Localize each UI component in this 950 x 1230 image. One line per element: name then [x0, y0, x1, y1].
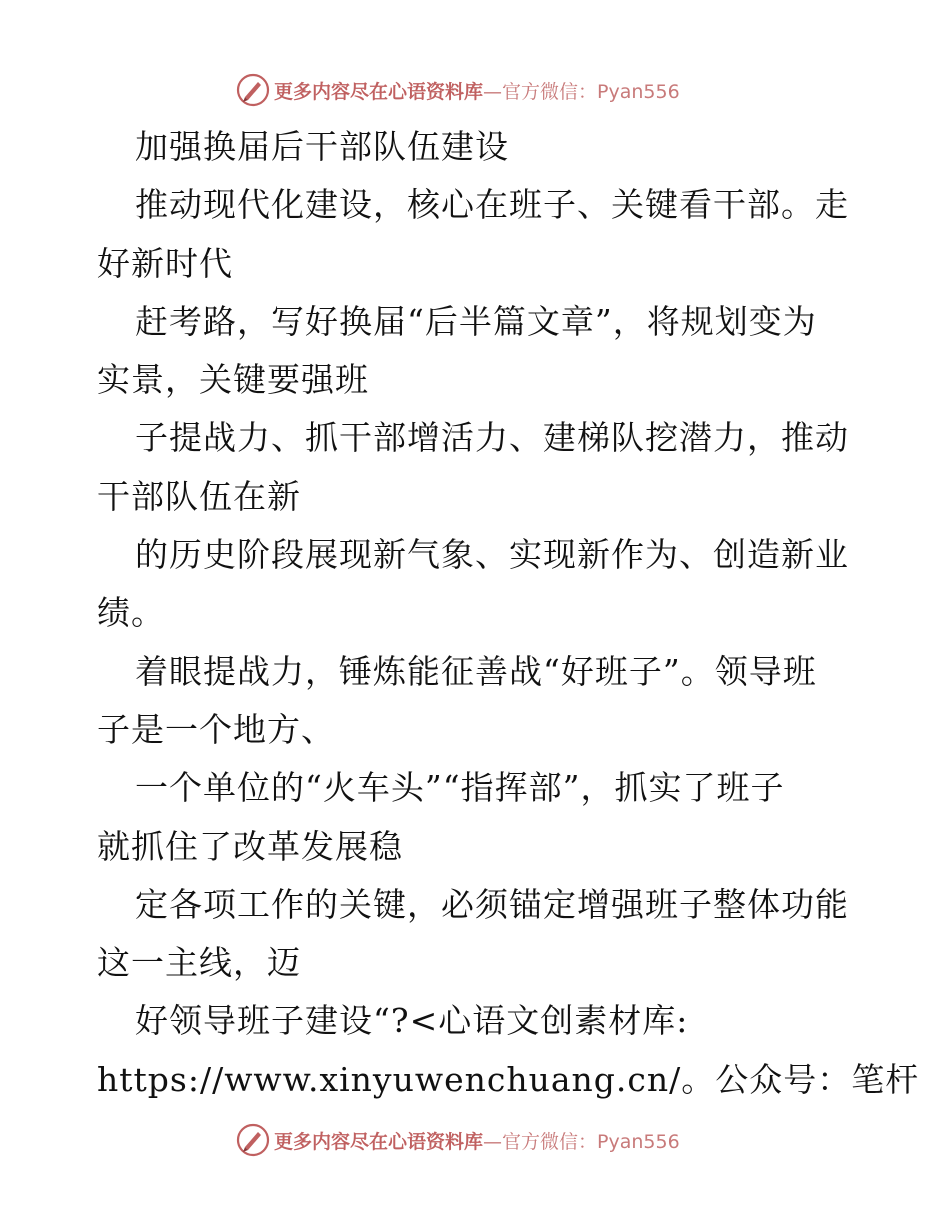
header-contact: —官方微信：Pyan556	[483, 80, 680, 103]
text-line: 赶考路，写好换届“后半篇文章”，将规划变为	[135, 301, 817, 341]
text-line: 绩。	[97, 593, 165, 633]
footer-brand: 更多内容尽在心语资料库	[274, 1130, 484, 1153]
text-line: 好新时代	[97, 243, 233, 283]
header-watermark	[236, 72, 716, 108]
text-line: https://www.xinyuwenchuang.cn/。公众号：笔杆	[97, 1059, 920, 1099]
text-line: 加强换届后干部队伍建设	[135, 127, 509, 166]
document-body	[97, 118, 920, 1109]
text-line: 推动现代化建设，核心在班子、关键看干部。走	[135, 185, 849, 225]
text-line: 就抓住了改革发展稳	[97, 826, 403, 866]
text-line: 好领导班子建设“?<心语文创素材库:	[135, 1001, 689, 1041]
text-line: 的历史阶段展现新气象、实现新作为、创造新业	[135, 535, 849, 575]
text-line: 一个单位的“火车头”“指挥部”，抓实了班子	[135, 768, 785, 808]
pen-logo-icon	[236, 1123, 270, 1157]
footer-contact: —官方微信：Pyan556	[483, 1130, 680, 1153]
header-brand: 更多内容尽在心语资料库	[274, 80, 484, 103]
pen-logo-icon	[236, 73, 270, 107]
text-line: 子是一个地方、	[97, 709, 335, 749]
text-line: 这一主线，迈	[97, 943, 301, 983]
text-line: 定各项工作的关键，必须锚定增强班子整体功能	[135, 884, 849, 924]
text-line: 着眼提战力，锤炼能征善战“好班子”。领导班	[135, 651, 817, 691]
text-line: 子提战力、抓干部增活力、建梯队挖潜力，推动	[135, 418, 849, 458]
footer-watermark	[236, 1122, 716, 1158]
text-line: 实景，关键要强班	[97, 360, 369, 400]
text-line: 干部队伍在新	[97, 476, 301, 516]
